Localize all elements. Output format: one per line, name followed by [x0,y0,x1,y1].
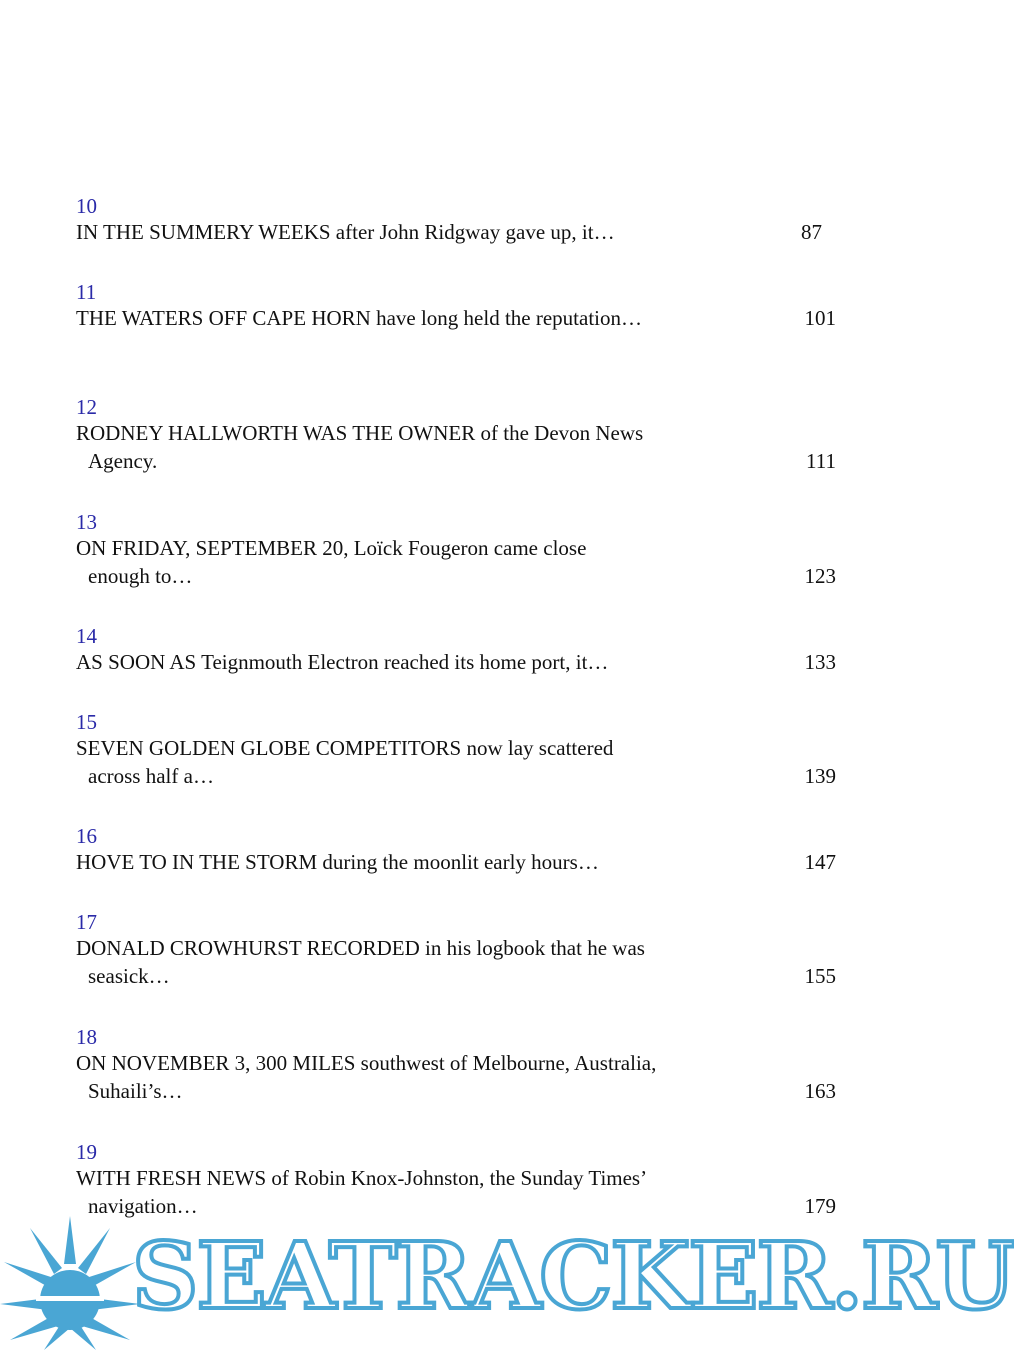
toc-entry-text: HOVE TO IN THE STORM during the moonlit early hours… 147 [76,850,836,874]
toc-entry-text: RODNEY HALLWORTH WAS THE OWNER of the Devon News [76,421,644,445]
toc-entry-10[interactable] [76,194,836,246]
watermark-text: SEATRACKER.RU [132,1222,1014,1330]
toc-entry-text-continued: enough to… 123 [88,564,836,588]
chapter-number-link[interactable]: 18 [76,1025,97,1049]
toc-entry-11[interactable] [76,280,836,332]
page-number: 123 [804,564,836,588]
chapter-number-link[interactable]: 14 [76,624,97,648]
toc-entry-text: SEVEN GOLDEN GLOBE COMPETITORS now lay scattered [76,736,614,760]
page-number: 179 [804,1194,836,1218]
page-number: 111 [806,449,836,473]
chapter-number-link[interactable]: 15 [76,710,97,734]
toc-entry-17[interactable] [76,910,836,990]
page-number: 147 [804,850,836,874]
toc-entry-text-continued: seasick… 155 [88,964,836,988]
toc-entry-text: IN THE SUMMERY WEEKS after John Ridgway gave up, it… 87 [76,220,822,244]
chapter-number-link[interactable]: 11 [76,280,97,304]
chapter-number-link[interactable]: 19 [76,1140,97,1164]
page-number: 155 [804,964,836,988]
chapter-number-link[interactable]: 13 [76,510,97,534]
chapter-number-link[interactable]: 17 [76,910,97,934]
sun-over-sea-icon [0,1212,140,1350]
toc-entry-text: DONALD CROWHURST RECORDED in his logbook that he was [76,936,645,960]
page-number: 87 [801,220,822,244]
toc-entry-15[interactable] [76,710,836,790]
toc-entry-text: ON NOVEMBER 3, 300 MILES southwest of Melbourne, Australia, [76,1051,657,1075]
page-number: 163 [804,1079,836,1103]
toc-entry-text-continued: Agency. 111 [88,449,836,473]
chapter-number-link[interactable]: 10 [76,194,97,218]
toc-entry-text: ON FRIDAY, SEPTEMBER 20, Loïck Fougeron came close [76,536,587,560]
page-number: 101 [804,306,836,330]
toc-entry-text-continued: navigation… 179 [88,1194,836,1218]
toc-entry-text: THE WATERS OFF CAPE HORN have long held the reputation… 101 [76,306,836,330]
chapter-number-link[interactable]: 12 [76,395,97,419]
page-number: 139 [804,764,836,788]
toc-entry-19[interactable] [76,1140,836,1220]
toc-entry-text: WITH FRESH NEWS of Robin Knox-Johnston, the Sunday Times’ [76,1166,648,1190]
watermark [0,1212,1014,1350]
toc-entry-text: AS SOON AS Teignmouth Electron reached its home port, it… 133 [76,650,836,674]
chapter-number-link[interactable]: 16 [76,824,97,848]
toc-entry-16[interactable] [76,824,836,876]
toc-entry-13[interactable] [76,510,836,590]
toc-entry-14[interactable] [76,624,836,676]
toc-entry-12[interactable] [76,395,836,475]
toc-entry-text-continued: across half a… 139 [88,764,836,788]
page-number: 133 [804,650,836,674]
toc-entry-text-continued: Suhaili’s… 163 [88,1079,836,1103]
toc-entry-18[interactable] [76,1025,836,1105]
